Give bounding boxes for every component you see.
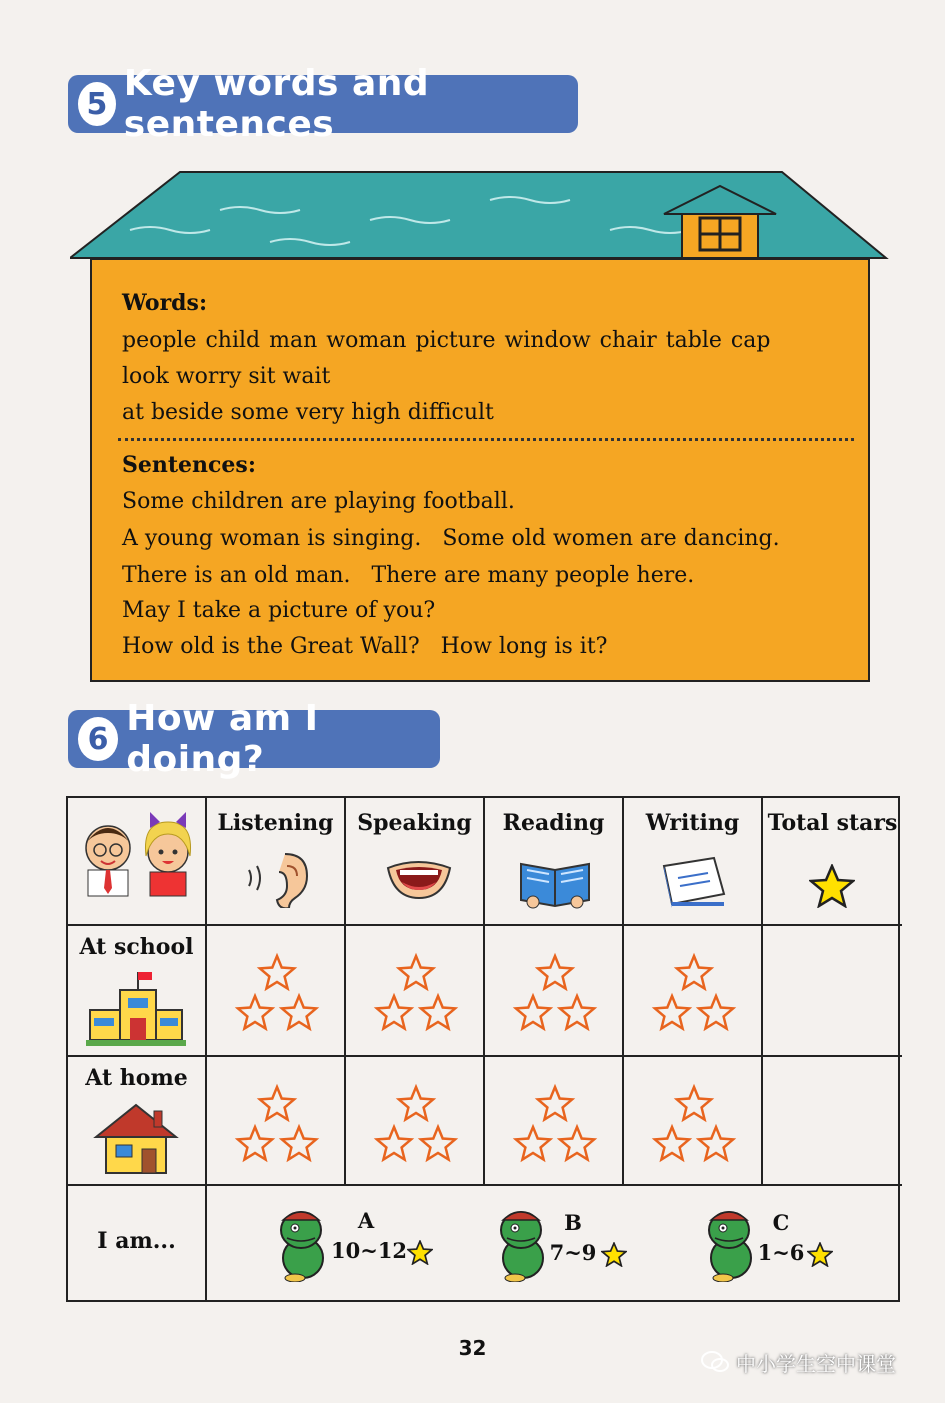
empty-star-1[interactable] [399, 1087, 433, 1120]
wechat-icon [700, 1349, 730, 1375]
roof-illustration [70, 170, 890, 262]
empty-star-3[interactable] [699, 1127, 733, 1160]
row-label: At home [85, 1065, 188, 1091]
star-icon [407, 1240, 433, 1265]
star-icon [809, 864, 855, 908]
col-head-writing [624, 798, 763, 926]
three-star-rating[interactable] [485, 1057, 624, 1184]
three-star-rating[interactable] [207, 1057, 346, 1184]
column-label: Listening [217, 810, 334, 836]
empty-star-2[interactable] [655, 1127, 689, 1160]
three-star-rating[interactable] [207, 926, 346, 1055]
page-number: 32 [458, 1336, 487, 1360]
level-range: 10~12 [331, 1238, 408, 1263]
sentences-label: Sentences: [122, 452, 256, 478]
star-icon [807, 1242, 833, 1267]
empty-star-1[interactable] [260, 1087, 294, 1120]
empty-star-3[interactable] [282, 996, 316, 1029]
empty-star-2[interactable] [516, 996, 550, 1029]
sentence-1: Some children are playing football. [122, 489, 515, 514]
stars-cell[interactable] [485, 926, 624, 1057]
school-building-icon [86, 968, 186, 1048]
empty-star-1[interactable] [399, 956, 433, 989]
row-head-i-am [68, 1186, 207, 1300]
level-range: 1~6 [757, 1240, 805, 1265]
empty-star-1[interactable] [677, 1087, 711, 1120]
self-assessment-table [66, 796, 900, 1302]
words-line-3: at beside some very high difficult [122, 400, 494, 425]
col-head-reading [485, 798, 624, 926]
empty-star-1[interactable] [538, 1087, 572, 1120]
section-6-header [68, 698, 440, 780]
empty-star-2[interactable] [655, 996, 689, 1029]
row-label: At school [79, 934, 194, 960]
empty-star-2[interactable] [516, 1127, 550, 1160]
reading-book-icon [517, 850, 593, 910]
empty-star-2[interactable] [238, 1127, 272, 1160]
ear-icon [237, 848, 317, 908]
total-stars-cell[interactable] [763, 1057, 902, 1186]
col-head-listening [207, 798, 346, 926]
empty-star-2[interactable] [377, 996, 411, 1029]
column-label: Speaking [357, 810, 472, 836]
row-label: I am... [97, 1228, 176, 1254]
empty-star-1[interactable] [260, 956, 294, 989]
stars-cell[interactable] [207, 926, 346, 1057]
level-grade: C [772, 1210, 790, 1235]
star-icon [601, 1242, 627, 1267]
key-words-panel [90, 258, 870, 682]
stars-cell[interactable] [346, 926, 485, 1057]
words-line-1: people child man woman picture window chair table cap [122, 328, 771, 353]
section-title: How am I doing? [126, 698, 319, 780]
dinosaur-icon [493, 1206, 551, 1282]
empty-star-3[interactable] [560, 1127, 594, 1160]
watermark-text: 中小学生空中课堂 [736, 1351, 896, 1376]
sentence-3: There is an old man. There are many people here. [122, 563, 695, 588]
empty-star-2[interactable] [377, 1127, 411, 1160]
section-title: Key words and sentences [123, 63, 430, 145]
empty-star-3[interactable] [699, 996, 733, 1029]
empty-star-3[interactable] [421, 996, 455, 1029]
empty-star-1[interactable] [677, 956, 711, 989]
three-star-rating[interactable] [624, 926, 763, 1055]
column-label: Reading [502, 810, 605, 836]
empty-star-2[interactable] [238, 996, 272, 1029]
sentence-2: A young woman is singing. Some old women are dancing. [122, 526, 780, 551]
empty-star-3[interactable] [560, 996, 594, 1029]
column-label: Total stars [767, 810, 898, 836]
stars-cell[interactable] [624, 926, 763, 1057]
stars-cell[interactable] [485, 1057, 624, 1186]
sentence-5: How old is the Great Wall? How long is it? [122, 634, 608, 659]
three-star-rating[interactable] [624, 1057, 763, 1184]
words-label: Words: [122, 290, 208, 316]
level-grade: B [564, 1210, 582, 1235]
total-stars-cell[interactable] [763, 926, 902, 1057]
row-head-at-home [68, 1057, 207, 1186]
column-label: Writing [645, 810, 740, 836]
kids-header-cell [68, 798, 207, 926]
mouth-icon [384, 854, 454, 904]
three-star-rating[interactable] [346, 926, 485, 1055]
level-results [207, 1186, 902, 1300]
stars-cell[interactable] [207, 1057, 346, 1186]
level-grade: A [357, 1208, 375, 1233]
level-range: 7~9 [549, 1240, 597, 1265]
sentence-4: May I take a picture of you? [122, 598, 436, 623]
empty-star-3[interactable] [282, 1127, 316, 1160]
dinosaur-icon [701, 1206, 759, 1282]
stars-cell[interactable] [346, 1057, 485, 1186]
house-icon [92, 1101, 180, 1179]
row-head-at-school [68, 926, 207, 1057]
empty-star-1[interactable] [538, 956, 572, 989]
col-head-speaking [346, 798, 485, 926]
section-5-header [68, 63, 578, 145]
section-number: 5 [78, 82, 116, 126]
three-star-rating[interactable] [485, 926, 624, 1055]
dinosaur-icon [273, 1206, 331, 1282]
three-star-rating[interactable] [346, 1057, 485, 1184]
col-head-total-stars [763, 798, 902, 926]
empty-star-3[interactable] [421, 1127, 455, 1160]
divider [118, 438, 854, 441]
stars-cell[interactable] [624, 1057, 763, 1186]
notebook-icon [658, 854, 730, 908]
kids-icon [68, 798, 207, 924]
words-line-2: look worry sit wait [122, 364, 331, 389]
section-number: 6 [78, 717, 118, 761]
watermark [700, 1346, 930, 1378]
